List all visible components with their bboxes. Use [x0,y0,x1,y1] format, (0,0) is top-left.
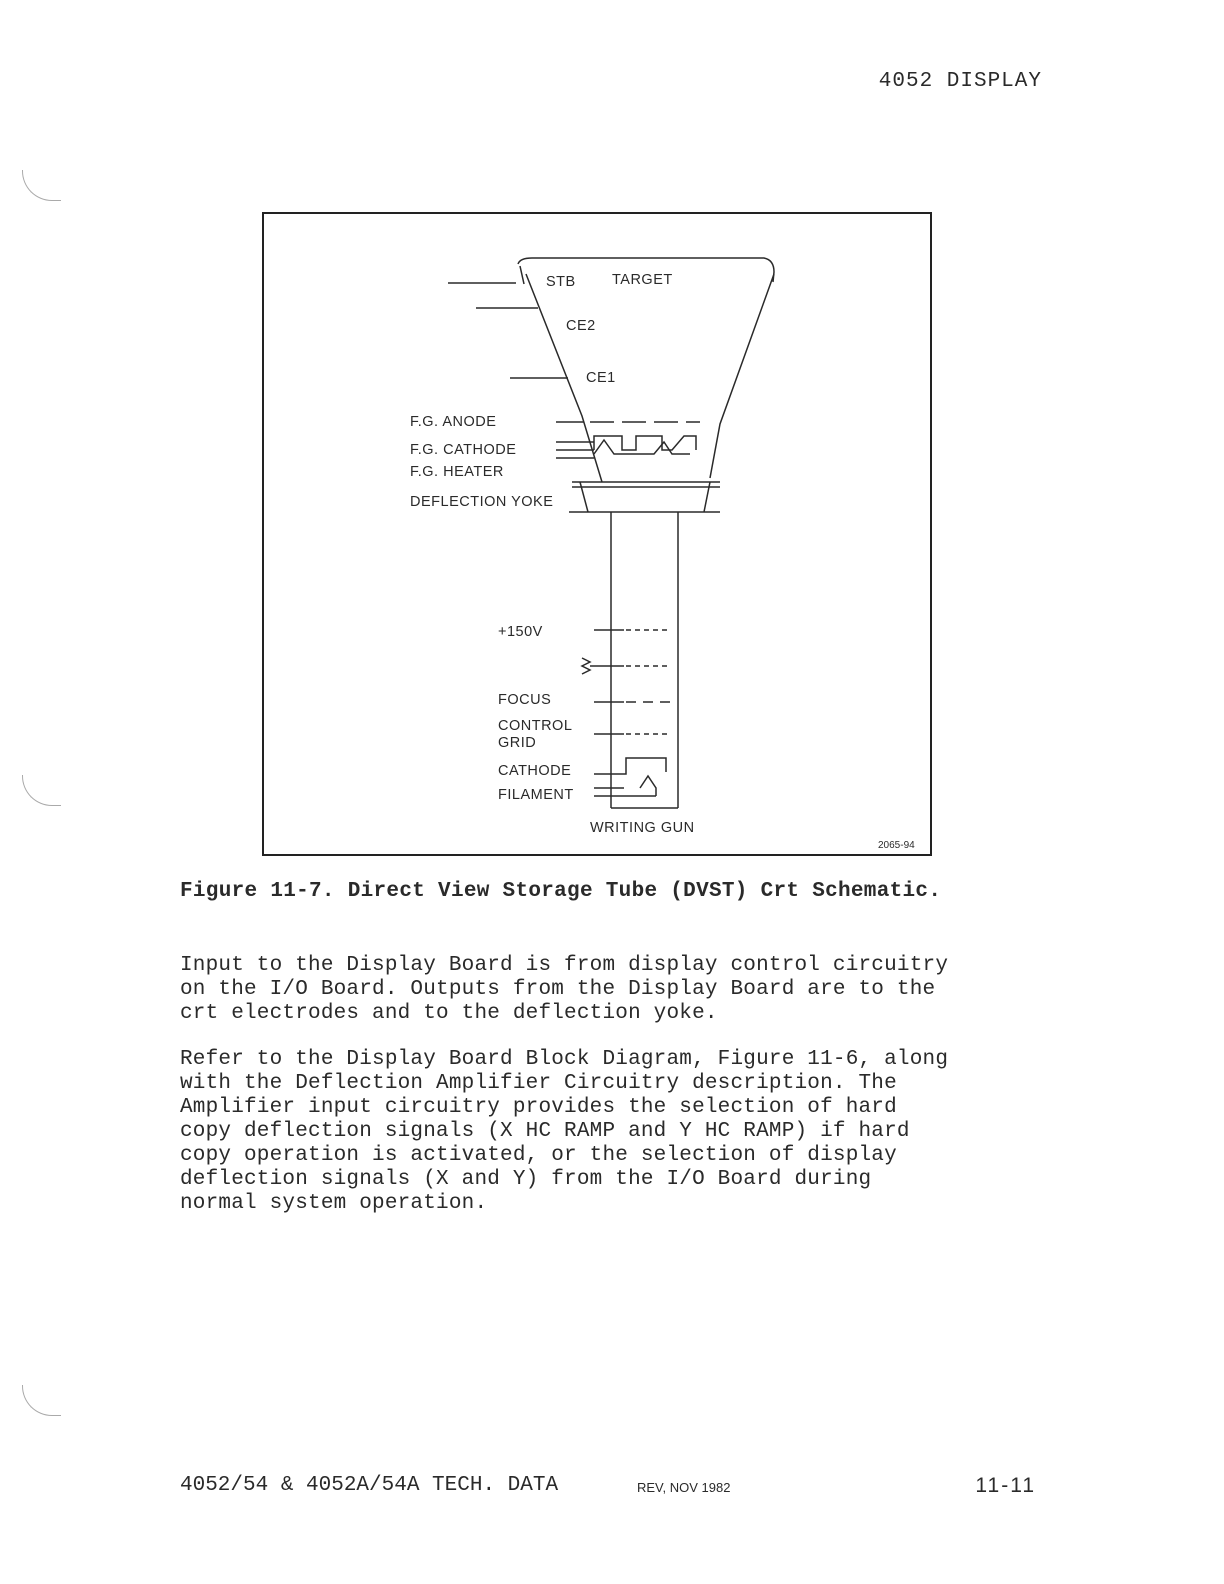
label-cathode: CATHODE [498,763,572,779]
dvst-schematic-figure [262,212,932,856]
label-ce1: CE1 [586,370,616,386]
body-paragraph-1: Input to the Display Board is from display control circuitry on the I/O Board. Outputs from the Display Board are to the crt electrodes and to the deflection yoke. [180,954,949,1025]
label-focus: FOCUS [498,692,552,708]
footer-manual-title: 4052/54 & 4052A/54A TECH. DATA [180,1474,559,1497]
crt-schematic-drawing [264,214,934,858]
label-filament: FILAMENT [498,787,574,803]
body-paragraph-2: Refer to the Display Board Block Diagram, Figure 11-6, along with the Deflection Amplifier Circuitry description. The Amplifier input circuitry provides the selection of hard copy deflection signals (X HC RAMP and Y HC RAMP) if hard copy operation is activated, or the selection of display deflection signals (X and Y) from the I/O Board during normal system operation. [180,1048,949,1215]
footer-revision: REV, NOV 1982 [637,1480,731,1495]
binder-hole-mark [22,170,61,201]
label-control: CONTROL [498,718,573,734]
label-fg-anode: F.G. ANODE [410,414,497,430]
label-drawing-number: 2065-94 [878,840,915,851]
label-plus-150v: +150V [498,624,543,640]
label-fg-cathode: F.G. CATHODE [410,442,517,458]
label-deflection-yoke: DEFLECTION YOKE [410,494,554,510]
figure-caption: Figure 11-7. Direct View Storage Tube (DVST) Crt Schematic. [180,880,942,903]
label-grid: GRID [498,735,537,751]
page-header: 4052 DISPLAY [878,70,1042,93]
binder-hole-mark [22,1385,61,1416]
label-ce2: CE2 [566,318,596,334]
footer-page-number: 11-11 [975,1474,1036,1497]
crt-tube-outline [448,258,774,808]
binder-hole-mark [22,775,61,806]
label-fg-heater: F.G. HEATER [410,464,504,480]
label-target: TARGET [612,272,673,288]
label-stb: STB [546,274,576,290]
label-writing-gun: WRITING GUN [590,820,695,836]
